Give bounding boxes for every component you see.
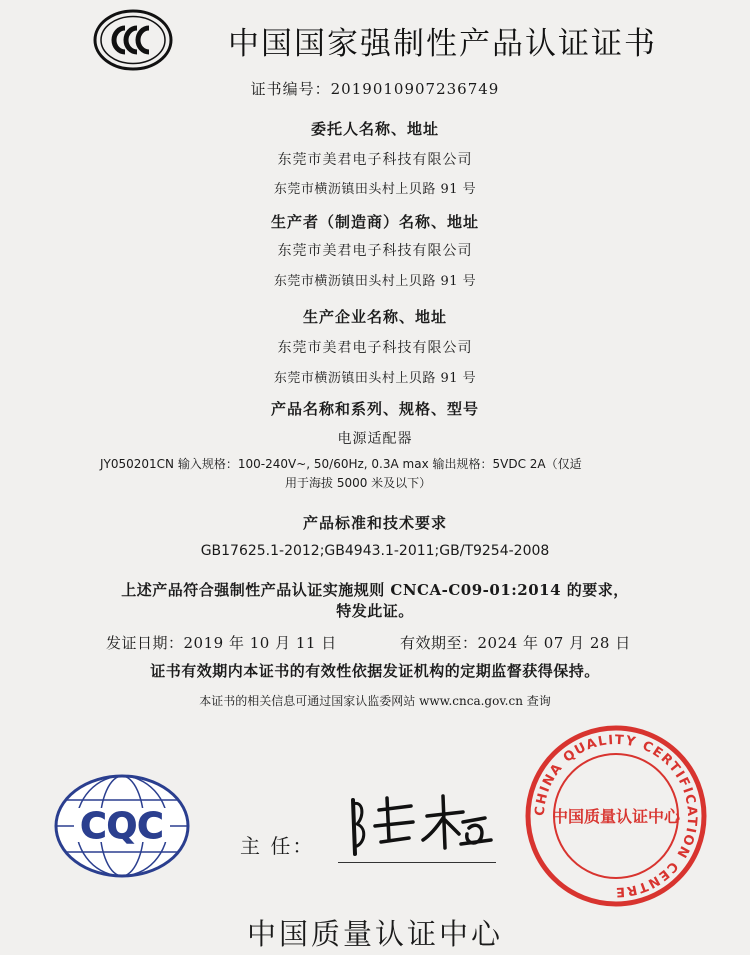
- director-signature: [335, 782, 505, 862]
- factory-name: 东莞市美君电子科技有限公司: [277, 340, 473, 356]
- consignor-address: 东莞市横沥镇田头村上贝路 91 号: [273, 182, 477, 197]
- manufacturer-address: 东莞市横沥镇田头村上贝路 91 号: [273, 274, 477, 289]
- standards-heading: 产品标准和技术要求: [302, 514, 447, 532]
- website-note: 本证书的相关信息可通过国家认监委网站 www.cnca.gov.cn 查询: [199, 694, 551, 708]
- consignor-heading: 委托人名称、地址: [310, 120, 439, 138]
- factory-address: 东莞市横沥镇田头村上贝路 91 号: [273, 371, 477, 386]
- statement-line-1: 上述产品符合强制性产品认证实施规则 CNCA-C09-01:2014 的要求，: [121, 581, 629, 599]
- consignor-name: 东莞市美君电子科技有限公司: [277, 152, 473, 168]
- certificate-number: 证书编号：2019010907236749: [250, 80, 500, 98]
- expiry-date: 有效期至：2024 年 07 月 28 日: [400, 634, 631, 652]
- product-heading: 产品名称和系列、规格、型号: [270, 400, 479, 418]
- product-spec-line-1: JY050201CN 输入规格：100-240V~, 50/60Hz, 0.3A max 输出规格：5VDC 2A（仅适: [100, 457, 582, 471]
- statement-line-2: 特发此证。: [336, 602, 414, 620]
- issue-date: 发证日期：2019 年 10 月 11 日: [106, 634, 337, 652]
- signature-line: [338, 862, 496, 863]
- certificate-title: 中国国家强制性产品认证证书: [228, 26, 657, 62]
- seal-inner-text: 中国质量认证中心: [551, 807, 681, 826]
- certification-seal: [522, 722, 710, 910]
- manufacturer-heading: 生产者（制造商）名称、地址: [270, 213, 479, 231]
- director-label: 主 任：: [240, 834, 315, 858]
- product-name: 电源适配器: [337, 431, 413, 447]
- cqc-logo-text: CQC: [80, 806, 164, 847]
- cqc-logo: [52, 772, 192, 880]
- ccc-logo: [92, 8, 174, 72]
- issuing-organization: 中国质量认证中心: [246, 917, 503, 951]
- product-spec-line-2: 用于海拔 5000 米及以下）: [285, 476, 432, 490]
- standards-value: GB17625.1-2012;GB4943.1-2011;GB/T9254-2008: [200, 543, 550, 559]
- factory-heading: 生产企业名称、地址: [302, 308, 447, 326]
- manufacturer-name: 东莞市美君电子科技有限公司: [277, 243, 473, 259]
- validity-note: 证书有效期内本证书的有效性依据发证机构的定期监督获得保持。: [150, 662, 600, 680]
- seal-outer-text: CHINA QUALITY CERTIFICATION CENTRE: [532, 732, 700, 900]
